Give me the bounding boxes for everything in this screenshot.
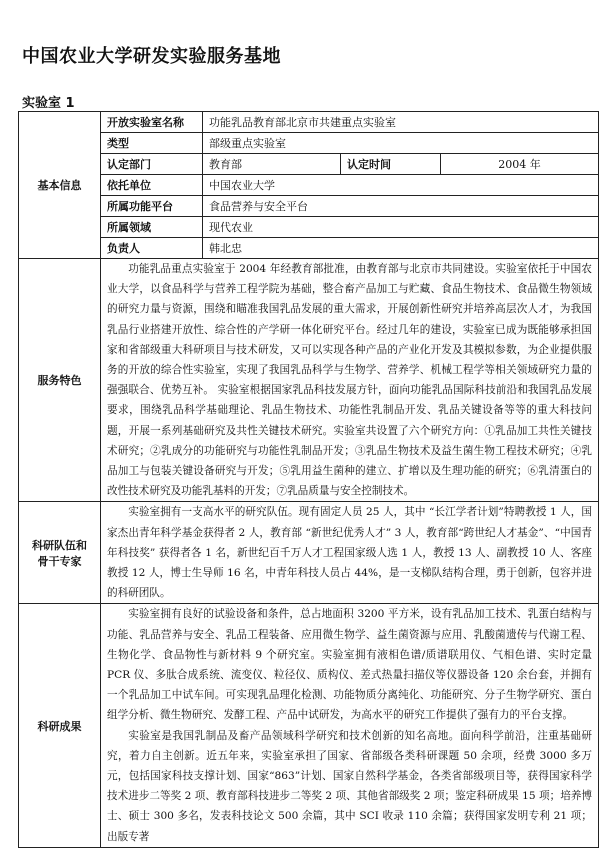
- field-value: 2004 年: [441, 154, 599, 175]
- table-row: [19, 502, 599, 604]
- field-value: 教育部: [203, 154, 341, 175]
- results-text-2: 实验室是我国乳制品及畜产品领域科学研究和技术创新的知名高地。面向科学前沿，注重基础研究，着力自主创新。近五年来，实验室承担了国家、省部级各类科研课题 50 余项，经费 3000 多万元，包括国家科技支撑计划、国家“863”计划、国家自然科学基金，各类省部级项目等，获得国家科学技术进步二等奖 2 项、教育部科技进步二等奖 2 项、其他省部级奖 2 项；鉴定科研成果 15 项；培养博士、硕士 300 多名，发表科技论文 500 余篇，其中 SCI 收录 110 余篇；获得国家发明专利 21 项；出版专著: [107, 729, 593, 843]
- table-row: [19, 196, 599, 217]
- features-paragraph: [101, 259, 599, 502]
- field-label: 负责人: [101, 238, 203, 259]
- section-label-features: 服务特色: [19, 259, 101, 502]
- results-paragraph: [101, 604, 599, 847]
- field-label: 依托单位: [101, 175, 203, 196]
- section-label-team: [19, 502, 101, 604]
- table-row: [19, 238, 599, 259]
- features-text: 功能乳品重点实验室于 2004 年经教育部批准，由教育部与北京市共同建设。实验室依托于中国农业大学，以食品科学与营养工程学院为基础，整合畜产品加工与贮藏、食品生物技术、食品微生物领域的研究力量与资源，围绕和瞄准我国乳品发展的重大需求，开展创新性研究并培养高层次人才，为我国乳品行业搭建开放性、综合性的产学研一体化研究平台。经过几年的建设，实验室已成为既能够承担国家和省部级重大科研项目与技术研发，又可以实现各种产品的产业化开发及其模拟参数，为企业提供服务的开放的综合性实验室，实现了我国乳品科学与生物学、营养学、机械工程学等相关领域研究力量的强强联合、优势互补。 实验室根据国家乳品科技发展方针，面向功能乳品国际科技前沿和我国乳品发展要求，围绕乳品科学基础理论、乳品生物技术、功能性乳制品开发、乳品关键设备等等的重大科技问题，开展一系列基础研究及共性关键技术研究。实验室共设置了六个研究方向：①乳品加工共性关键技术研究；②乳成分的功能研究与功能性乳制品开发；③乳品生物技术及益生菌生物工程技术研究；④乳品加工与包装关键设备研究与开发；⑤乳用益生菌种的建立、扩增以及生理功能的研究；⑥乳清蛋白的改性技术研究及功能乳基料的开发；⑦乳品质量与安全控制技术。: [107, 263, 593, 498]
- field-value: 部级重点实验室: [203, 133, 599, 154]
- section-label-team-line1: 科研队伍和: [32, 538, 87, 552]
- lab-heading: 实验室 1: [22, 96, 75, 111]
- field-value: 韩北忠: [203, 238, 599, 259]
- table-row: [19, 133, 599, 154]
- field-label: 所属领域: [101, 217, 203, 238]
- table-row: [19, 175, 599, 196]
- table-row: [19, 112, 599, 133]
- section-label-team-line2: 骨干专家: [37, 554, 82, 568]
- field-value: 中国农业大学: [203, 175, 599, 196]
- table-row: [19, 604, 599, 847]
- field-value: 现代农业: [203, 217, 599, 238]
- lab-info-table: [18, 111, 599, 848]
- team-paragraph: [101, 502, 599, 604]
- field-value: 食品营养与安全平台: [203, 196, 599, 217]
- field-value: 功能乳品教育部北京市共建重点实验室: [203, 112, 599, 133]
- table-row: [19, 259, 599, 502]
- table-row: [19, 217, 599, 238]
- results-text-1: 实验室拥有良好的试验设备和条件，总占地面积 3200 平方米，设有乳品加工技术、乳蛋白结构与功能、乳品营养与安全、乳品工程装备、应用微生物学、益生菌资源与应用、乳酸菌遗传与代谢工程、生物化学、食品物性与新材料 9 个研究室。实验室拥有液相色谱/质谱联用仪、气相色谱、实时定量 PCR 仪、多肽合成系统、流变仪、粒径仪、质构仪、差式热量扫描仪等仪器设备 120 余台套，并拥有一个乳品加工中试车间。可实现乳品理化检测、功能物质分离纯化、功能研究、分子生物学研究、蛋白组学分析、微生物研究、发酵工程、产品中试研发，为高水平的研究工作提供了强有力的平台支撑。: [107, 608, 593, 722]
- table-row: [19, 154, 599, 175]
- section-label-results: 科研成果: [19, 604, 101, 847]
- field-label: 所属功能平台: [101, 196, 203, 217]
- section-label-basic: 基本信息: [19, 112, 101, 259]
- field-label: 认定时间: [341, 154, 441, 175]
- field-label: 认定部门: [101, 154, 203, 175]
- team-text: 实验室拥有一支高水平的研究队伍。现有固定人员 25 人，其中 “长江学者计划”特聘教授 1 人，国家杰出青年科学基金获得者 2 人，教育部 “新世纪优秀人才” 3 人，教育部“跨世纪人才基金”、“中国青年科技奖” 获得者各 1 名，新世纪百千万人才工程国家级人选 1 人，教授 13 人、副教授 10 人、客座教授 12 人，博士生导师 16 名，中青年科技人员占 44%，是一支梯队结构合理，勇于创新，包容并进的科研团队。: [107, 506, 593, 600]
- field-label: 开放实验室名称: [101, 112, 203, 133]
- field-label: 类型: [101, 133, 203, 154]
- page-title: 中国农业大学研发实验服务基地: [22, 46, 281, 67]
